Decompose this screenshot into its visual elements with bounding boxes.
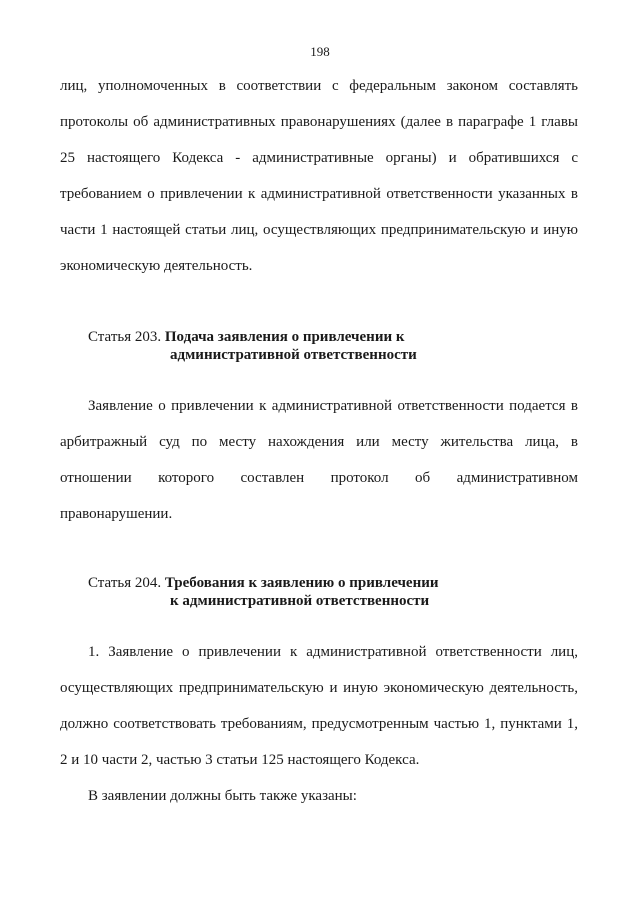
article-number: Статья 204. [88,575,162,591]
text-line: правонарушении. [60,506,173,522]
text-line: протоколы об административных правонарушениях (далее в параграфе 1 главы [60,114,578,130]
text-line: должно соответствовать требованиям, предусмотренным частью 1, пунктами 1, [60,716,578,732]
article-heading-line [88,327,405,347]
text-line: осуществляющих предпринимательскую и иную экономическую деятельность, [60,680,578,696]
text-line: экономическую деятельность. [60,258,253,274]
article-title: Требования к заявлению о привлечении [164,575,439,591]
article-title-cont: к административной ответственности [170,593,430,609]
text-line: части 1 настоящей статьи лиц, осуществляющих предпринимательскую и иную [60,222,578,238]
article-title: Подача заявления о привлечении к [164,329,405,345]
text-line: отношении которого составлен протокол об административном [60,470,578,486]
text-line: 1. Заявление о привлечении к административной ответственности лиц, [88,644,578,660]
text-line: 25 настоящего Кодекса - административные органы) и обратившихся с [60,150,578,166]
article-number: Статья 203. [88,329,162,345]
text-line: арбитражный суд по месту нахождения или месту жительства лица, в [60,434,578,450]
text-line: лиц, уполномоченных в соответствии с федеральным законом составлять [60,78,578,94]
text-line: требованием о привлечении к административной ответственности указанных в [60,186,578,202]
article-title-cont: административной ответственности [170,347,417,363]
article-heading-line [88,573,439,593]
text-line: В заявлении должны быть также указаны: [88,788,357,804]
page-number: 198 [310,44,330,59]
text-line: 2 и 10 части 2, частью 3 статьи 125 настоящего Кодекса. [60,752,420,768]
text-line: Заявление о привлечении к административной ответственности подается в [88,398,578,414]
